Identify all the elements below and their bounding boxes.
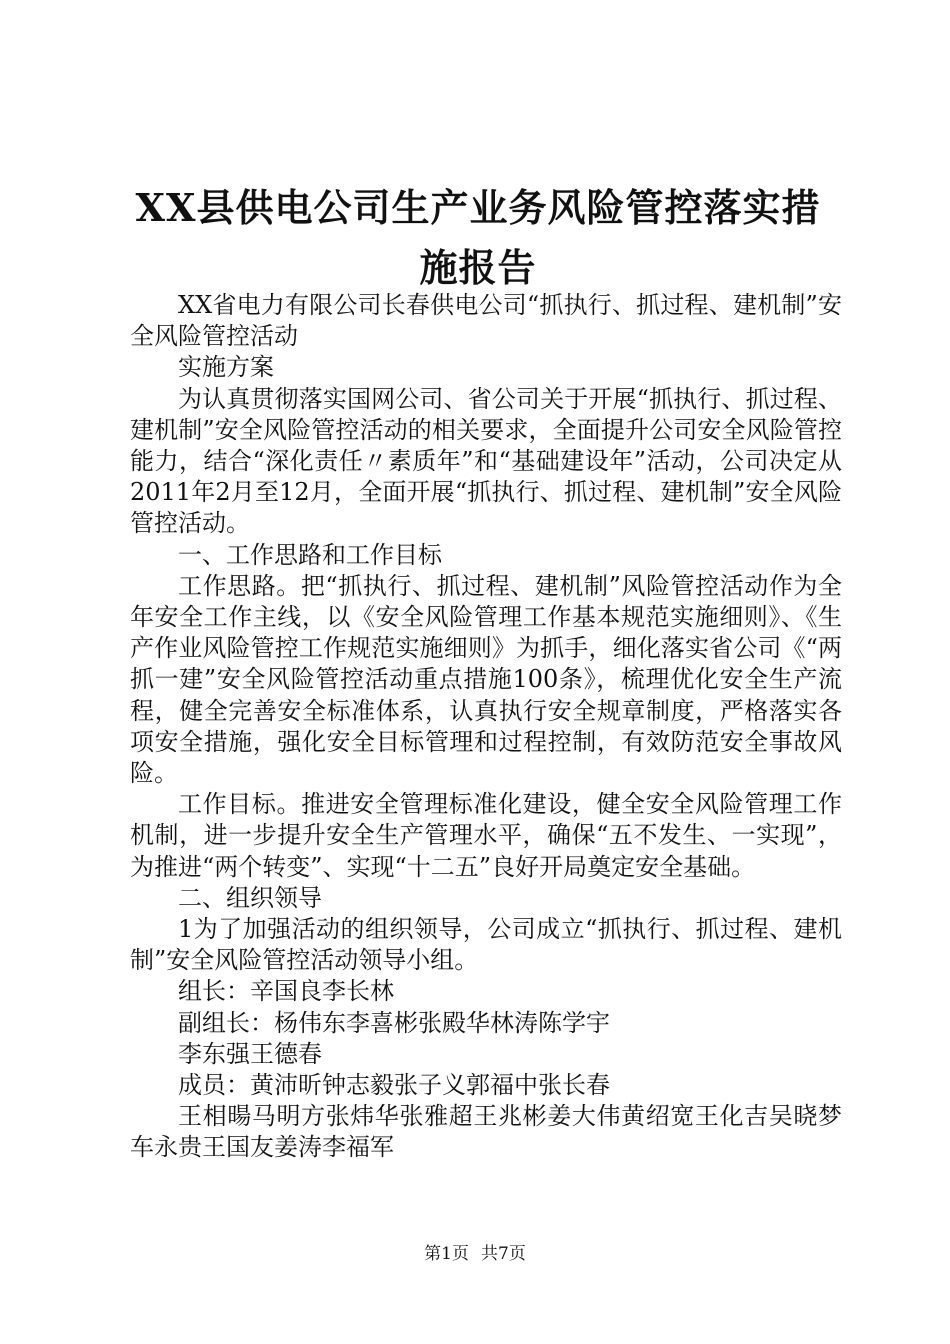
document-title: XX县供电公司生产业务风险管控落实措施报告 bbox=[135, 185, 821, 290]
paragraph-members: 成员：黄沛昕钟志毅张子义郭福中张长春 bbox=[178, 1071, 610, 1100]
paragraph-members-cont: 王相暘马明方张炜华张雅超王兆彬姜大伟黄绍宽王化吉吴晓梦车永贵王国友姜涛李福军 bbox=[130, 1102, 842, 1162]
paragraph-company-heading: XX省电力有限公司长春供电公司“抓执行、抓过程、建机制”安全风险管控活动 bbox=[130, 291, 842, 351]
paragraph-work-goal: 工作目标。推进安全管理标准化建设，健全安全风险管理工作机制，进一步提升安全生产管理水平，确保“五不发生、一实现”，为推进“两个转变”、实现“十二五”良好开局奠定安全基础。 bbox=[130, 790, 842, 881]
page-footer bbox=[0, 1242, 950, 1266]
paragraph-intro: 为认真贯彻落实国网公司、省公司关于开展“抓执行、抓过程、建机制”安全风险管控活动的相关要求，全面提升公司安全风险管控能力，结合“深化责任〃素质年”和“基础建设年”活动，公司决定从2011年2月至12月，全面开展“抓执行、抓过程、建机制”安全风险管控活动。 bbox=[130, 384, 842, 538]
paragraph-deputy-leaders-cont: 李东强王德春 bbox=[178, 1039, 322, 1068]
paragraph-leadership-group: 1为了加强活动的组织领导，公司成立“抓执行、抓过程、建机制”安全风险管控活动领导小组。 bbox=[130, 915, 842, 975]
paragraph-work-approach: 工作思路。把“抓执行、抓过程、建机制”风险管控活动作为全年安全工作主线，以《安全风险管理工作基本规范实施细则》、《生产作业风险管控工作规范实施细则》为抓手，细化落实省公司《“两抓一建”安全风险管控活动重点措施100条》，梳理优化安全生产流程，健全完善安全标准体系，认真执行安全规章制度，严格落实各项安全措施，强化安全目标管理和过程控制，有效防范安全事故风险。 bbox=[130, 571, 842, 788]
paragraph-group-leader: 组长：辛国良李长林 bbox=[178, 977, 394, 1006]
document-body bbox=[130, 290, 842, 1164]
section-heading-1: 一、工作思路和工作目标 bbox=[178, 540, 442, 569]
paragraph-plan-label: 实施方案 bbox=[178, 353, 274, 382]
page-number: 第1页 bbox=[424, 1244, 469, 1264]
paragraph-deputy-leaders: 副组长：杨伟东李喜彬张殿华林涛陈学宇 bbox=[178, 1008, 610, 1037]
page-total: 共7页 bbox=[481, 1244, 526, 1264]
section-heading-2: 二、组织领导 bbox=[178, 883, 322, 912]
